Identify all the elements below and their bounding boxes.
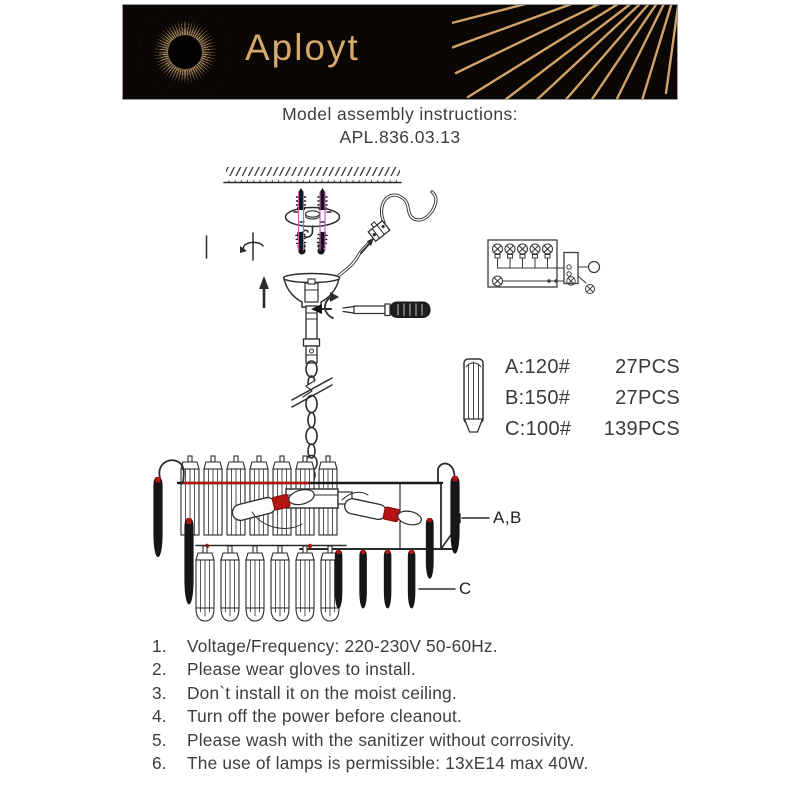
item-number: 6. [152, 753, 167, 774]
model-number: APL.836.03.13 [339, 127, 461, 147]
mains-wire [333, 192, 436, 281]
item-number: 2. [152, 659, 167, 680]
item-number: 1. [152, 636, 167, 656]
instruction-item [152, 752, 732, 775]
ceiling-hatch [224, 167, 401, 183]
chandelier-body [153, 456, 489, 621]
item-number: 3. [152, 682, 167, 703]
instruction-item [152, 635, 732, 658]
wiring-diagram [488, 240, 600, 294]
parts-list [505, 356, 680, 449]
item-text: Don`t install it on the moist ceiling. [187, 682, 457, 703]
parts-row [505, 356, 680, 387]
instruction-item [152, 682, 732, 705]
parts-row [505, 387, 680, 418]
part-code: A:120# [505, 356, 571, 378]
item-text: Turn off the power before cleanout. [187, 706, 463, 727]
left-hook-arm [159, 460, 183, 483]
sheet-title: Model assembly instructions: [282, 104, 518, 124]
item-text: The use of lamps is permissible: 13xE14 max 40W. [187, 753, 589, 774]
instruction-item [152, 658, 732, 681]
part-qty: 139PCS [603, 418, 680, 440]
rotate-symbol [240, 233, 263, 260]
part-code: B:150# [505, 387, 571, 409]
item-number: 4. [152, 706, 167, 727]
up-arrow [259, 276, 269, 307]
item-text: Voltage/Frequency: 220-230V 50-60Hz. [187, 636, 498, 656]
brand-name: Aployt [245, 27, 360, 68]
wire-connector [366, 218, 390, 242]
instructions-list [152, 635, 732, 775]
part-code: C:100# [505, 418, 572, 440]
part-qty: 27PCS [615, 387, 680, 409]
item-number: 5. [152, 729, 167, 750]
mounting-plate [286, 188, 340, 255]
item-text: Please wash with the sanitizer without corrosivity. [187, 729, 575, 750]
crystal-label-ab: A,B [493, 508, 522, 527]
instruction-item [152, 729, 732, 752]
lamp-holder-right [343, 497, 422, 528]
item-text: Please wear gloves to install. [187, 659, 416, 680]
crystal-icon [464, 359, 483, 432]
crystal-label-c: C [459, 579, 472, 598]
instruction-item [152, 705, 732, 728]
canopy [284, 274, 340, 364]
parts-row [505, 418, 680, 449]
part-qty: 27PCS [615, 356, 680, 378]
